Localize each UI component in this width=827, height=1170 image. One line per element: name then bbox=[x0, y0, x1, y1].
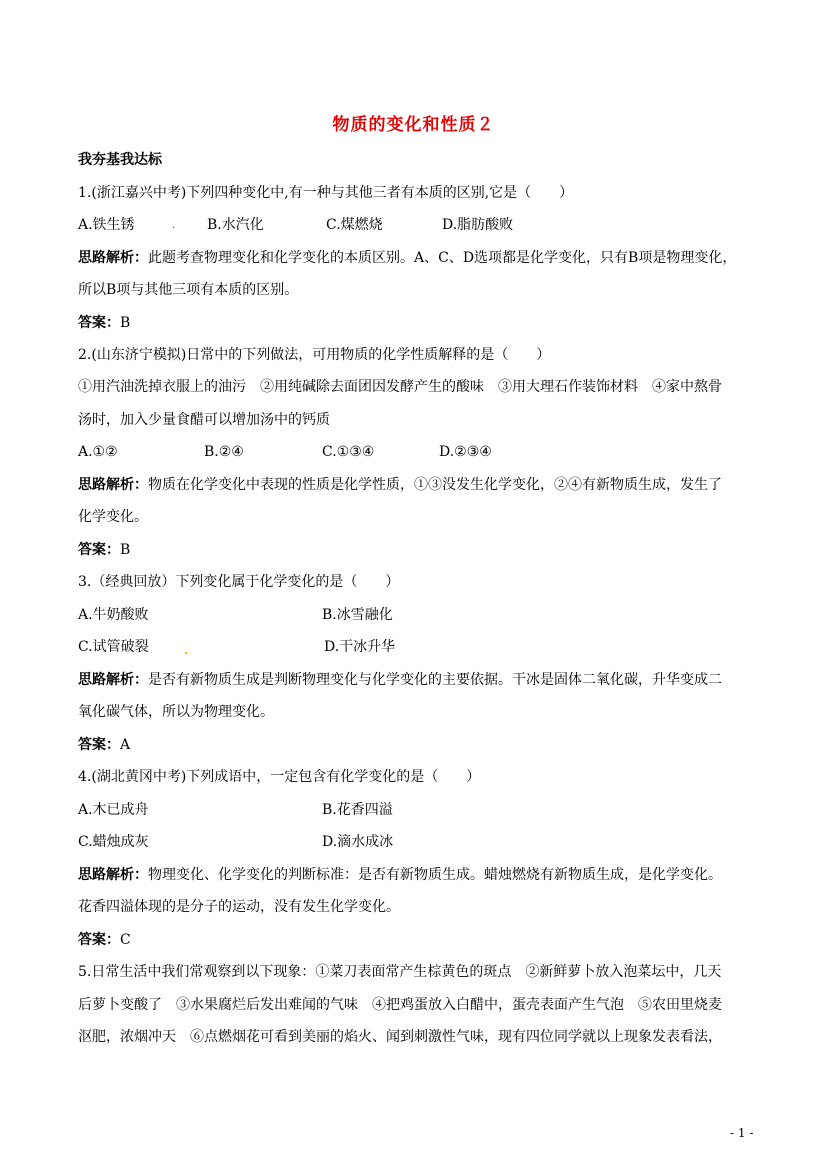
q1-analysis bbox=[78, 248, 736, 268]
q2-answer bbox=[78, 540, 130, 560]
section-heading: 我夯基我达标 bbox=[78, 152, 162, 168]
q2-option-d: D.②③④ bbox=[439, 444, 492, 460]
page-number: - 1 - bbox=[730, 1126, 754, 1140]
answer-label: 答案： bbox=[78, 737, 120, 753]
q3-stem: 3.（经典回放）下列变化属于化学变化的是（ ） bbox=[78, 574, 400, 590]
q4-option-b: B.花香四溢 bbox=[322, 802, 393, 818]
q1-option-c: C.煤燃烧 bbox=[326, 217, 383, 233]
q5-line-1: 5.日常生活中我们常观察到以下现象：①菜刀表面常产生棕黄色的斑点 ②新鲜萝卜放入泡菜坛中，几天 bbox=[78, 964, 722, 980]
stray-mark bbox=[185, 652, 187, 654]
q2-answer-value: B bbox=[120, 542, 131, 558]
q3-option-c: C.试管破裂 bbox=[78, 639, 149, 655]
analysis-label: 思路解析： bbox=[78, 477, 148, 493]
q1-answer-value: B bbox=[120, 315, 131, 331]
q4-answer bbox=[78, 930, 131, 950]
analysis-label: 思路解析： bbox=[78, 250, 148, 266]
q1-analysis-text-2: 所以B项与其他三项有本质的区别。 bbox=[78, 282, 299, 298]
q1-option-a: A.铁生锈 bbox=[78, 217, 135, 233]
q2-option-b: B.②④ bbox=[204, 444, 244, 460]
q3-option-b: B.冰雪融化 bbox=[322, 607, 393, 623]
q5-line-2: 后萝卜变酸了 ③水果腐烂后发出难闻的气味 ④把鸡蛋放入白醋中，蛋壳表面产生气泡 ⑤农田里烧麦 bbox=[78, 997, 722, 1013]
analysis-label: 思路解析： bbox=[78, 672, 148, 688]
q4-answer-value: C bbox=[120, 932, 131, 948]
q2-stem: 2.(山东济宁模拟)日常中的下列做法，可用物质的化学性质解释的是（ ） bbox=[78, 347, 551, 363]
q2-option-a: A.①② bbox=[78, 444, 118, 460]
q1-analysis-text-1: 此题考查物理变化和化学变化的本质区别。A、C、D选项都是化学变化，只有B项是物理变化， bbox=[148, 250, 737, 266]
q3-option-a: A.牛奶酸败 bbox=[78, 607, 149, 623]
q2-analysis-text-1: 物质在化学变化中表现的性质是化学性质，①③没发生化学变化，②④有新物质生成，发生了 bbox=[148, 477, 722, 493]
answer-label: 答案： bbox=[78, 932, 120, 948]
q2-analysis-text-2: 化学变化。 bbox=[78, 509, 148, 525]
stray-dot: . bbox=[172, 220, 176, 231]
answer-label: 答案： bbox=[78, 542, 120, 558]
q4-option-a: A.木已成舟 bbox=[78, 802, 149, 818]
q4-analysis-text-1: 物理变化、化学变化的判断标准：是否有新物质生成。蜡烛燃烧有新物质生成，是化学变化。 bbox=[148, 867, 722, 883]
q2-items-2: 汤时，加入少量食醋可以增加汤中的钙质 bbox=[78, 412, 330, 428]
q1-answer bbox=[78, 313, 130, 333]
q4-option-c: C.蜡烛成灰 bbox=[78, 834, 149, 850]
answer-label: 答案： bbox=[78, 315, 120, 331]
q4-analysis bbox=[78, 865, 722, 885]
q3-answer-value: A bbox=[120, 737, 131, 753]
q2-option-c: C.①③④ bbox=[322, 444, 375, 460]
q3-analysis-text-1: 是否有新物质生成是判断物理变化与化学变化的主要依据。干冰是固体二氧化碳，升华变成二 bbox=[148, 672, 722, 688]
q3-option-d: D.干冰升华 bbox=[324, 639, 396, 655]
q5-line-3: 沤肥，浓烟冲天 ⑥点燃烟花可看到美丽的焰火、闻到刺激性气味，现有四位同学就以上现象发表看法， bbox=[78, 1029, 722, 1045]
q3-answer bbox=[78, 735, 130, 755]
q3-analysis bbox=[78, 670, 722, 690]
q3-analysis-text-2: 氧化碳气体，所以为物理变化。 bbox=[78, 704, 274, 720]
q1-option-b: B.水汽化 bbox=[207, 217, 264, 233]
q1-option-d: D.脂肪酸败 bbox=[442, 217, 514, 233]
q1-stem: 1.(浙江嘉兴中考)下列四种变化中,有一种与其他三者有本质的区别,它是（ ） bbox=[78, 185, 574, 201]
q4-stem: 4.(湖北黄冈中考)下列成语中，一定包含有化学变化的是（ ） bbox=[78, 769, 481, 785]
q2-items-1: ①用汽油洗掉衣服上的油污 ②用纯碱除去面团因发酵产生的酸味 ③用大理石作装饰材料 ④家中熬骨 bbox=[78, 379, 722, 395]
document-title: 物质的变化和性质２ bbox=[332, 115, 495, 135]
q4-option-d: D.滴水成冰 bbox=[322, 834, 394, 850]
q2-analysis bbox=[78, 475, 722, 495]
analysis-label: 思路解析： bbox=[78, 867, 148, 883]
q4-analysis-text-2: 花香四溢体现的是分子的运动，没有发生化学变化。 bbox=[78, 899, 400, 915]
